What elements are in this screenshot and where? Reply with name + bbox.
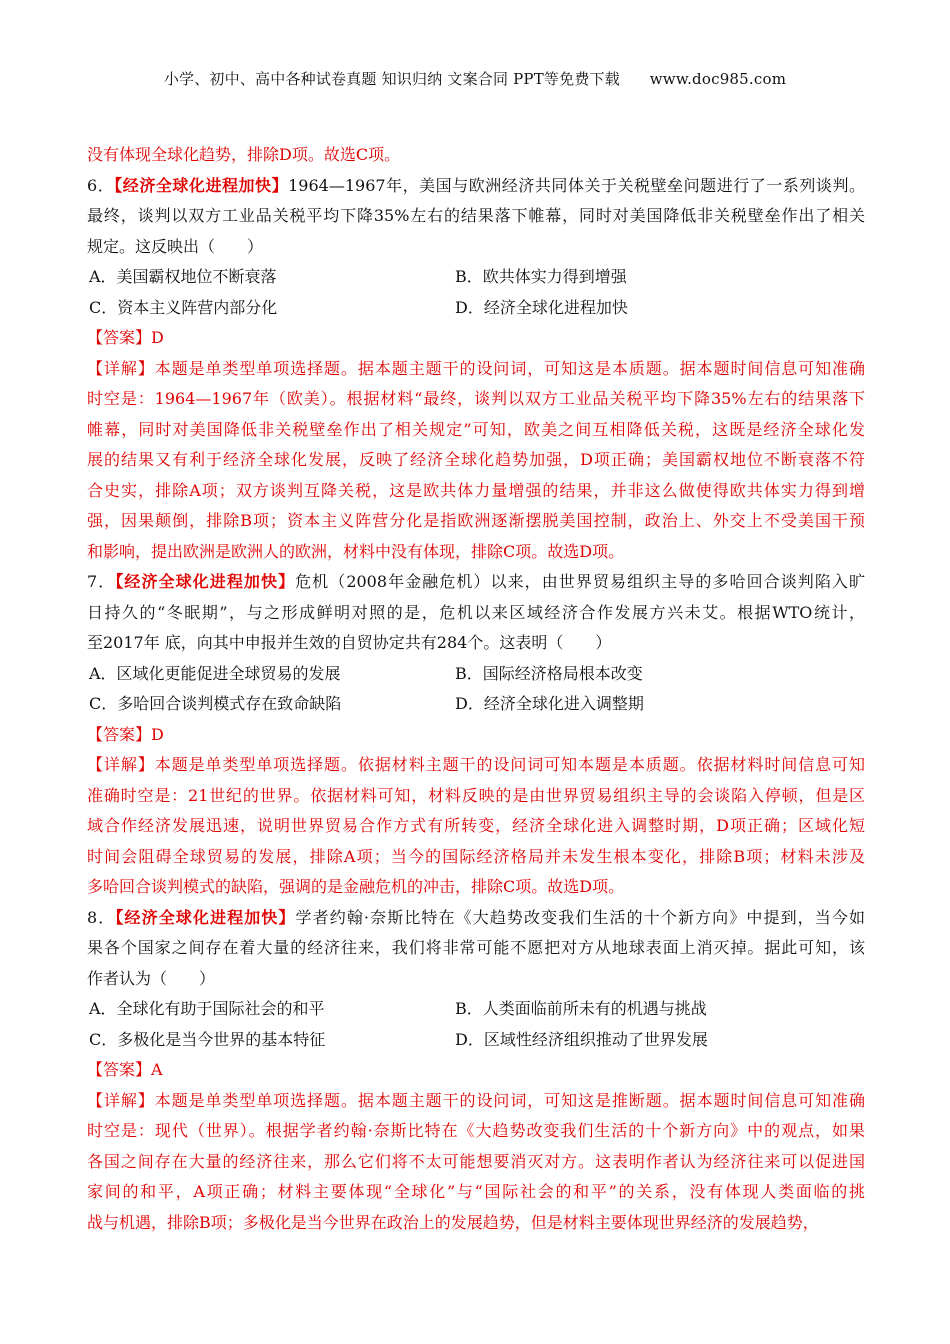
detail-line: 各国之间存在大量的经济往来，那么它们将不太可能想要消灭对方。这表明作者认为经济往来可以促进国: [87, 1151, 865, 1171]
detail-line: 时空是：1964—1967年（欧美）。根据材料“最终，谈判以双方工业品关税平均下降35%左右的结果落下: [87, 389, 865, 408]
question-topic-tag: 【经济全球化进程加快】: [115, 907, 296, 927]
detail-line: 帷幕，同时对美国降低非关税壁垒作出了相关规定”可知，欧美之间互相降低关税，这既是经济全球化发: [87, 419, 865, 439]
detail-line: 时空是：现代（世界）。根据学者约翰·奈斯比特在《大趋势改变我们生活的十个新方向》中的观点，如果: [87, 1121, 865, 1140]
question-stem-line: 作者认为（ ）: [87, 968, 216, 988]
option-c: C．多哈回合谈判模式存在致命缺陷: [89, 694, 342, 713]
question-stem-text: 1964—1967年，美国与欧洲经济共同体关于关税壁垒问题进行了一系列谈判。: [288, 175, 865, 195]
header-site-url: www.doc985.com: [649, 70, 787, 88]
question-number: 8．: [87, 907, 116, 927]
detail-line: 【详解】本题是单类型单项选择题。据本题主题干的设问词，可知这是推断题。据本题时间信息可知准确: [87, 1090, 865, 1110]
option-row: [87, 659, 865, 690]
detail-line: 域合作经济发展迅速，说明世界贸易合作方式有所转变，经济全球化进入调整时期，D项正确；区域化短: [87, 816, 865, 835]
option-c: C．资本主义阵营内部分化: [89, 297, 278, 317]
answer: 【答案】D: [87, 328, 164, 347]
carryover-explanation: 没有体现全球化趋势，排除D项。故选C项。: [87, 145, 401, 164]
detail-line: 准确时空是：21世纪的世界。依据材料可知，材料反映的是由世界贸易组织主导的会谈陷入停顿，但是区: [87, 785, 865, 805]
option-d: D．经济全球化进入调整期: [455, 694, 644, 713]
option-row: [87, 689, 865, 720]
detail-line: 【详解】本题是单类型单项选择题。据本题主题干的设问词，可知这是本质题。据本题时间信息可知准确: [87, 358, 865, 378]
question-8: [87, 903, 865, 1239]
option-row: [87, 262, 865, 293]
question-stem-line: [87, 171, 865, 202]
question-7: [87, 567, 865, 903]
question-stem-line: 果各个国家之间存在着大量的经济往来，我们将非常可能不愿把对方从地球表面上消灭掉。据此可知，该: [87, 938, 865, 957]
option-b: B．国际经济格局根本改变: [455, 663, 643, 683]
detail-line: 【详解】本题是单类型单项选择题。依据材料主题干的设问词可知本题是本质题。依据材料时间信息可知: [87, 755, 865, 774]
detail-line: 强，因果颠倒，排除B项；资本主义阵营分化是指欧洲逐渐摆脱美国控制，政治上、外交上不受美国干预: [87, 511, 865, 530]
detail-line: 和影响，提出欧洲是欧洲人的欧洲，材料中没有体现，排除C项。故选D项。: [87, 541, 625, 561]
question-topic-tag: 【经济全球化进程加快】: [114, 175, 289, 195]
option-row: [87, 994, 865, 1025]
option-b: B．人类面临前所未有的机遇与挑战: [455, 999, 707, 1018]
document-body: [87, 140, 865, 1238]
question-stem-line: [87, 903, 865, 934]
option-a: A．美国霸权地位不断衰落: [89, 267, 277, 286]
question-number: 6．: [87, 175, 115, 195]
option-b: B．欧共体实力得到增强: [455, 267, 627, 286]
detail-line: 时间会阻碍全球贸易的发展，排除A项；当今的国际经济格局并未发生根本变化，排除B项；材料未涉及: [87, 846, 865, 866]
detail-line: 展的结果又有利于经济全球化发展，反映了经济全球化趋势加强，D项正确；美国霸权地位不断衰落不符: [87, 450, 865, 469]
detail-line: 战与机遇，排除B项；多极化是当今世界在政治上的发展趋势，但是材料主要体现世界经济的发展趋势，: [87, 1212, 819, 1232]
answer: 【答案】A: [87, 1060, 163, 1079]
question-stem-line: 规定。这反映出（ ）: [87, 236, 264, 256]
option-c: C．多极化是当今世界的基本特征: [89, 1029, 326, 1049]
option-a: A．区域化更能促进全球贸易的发展: [89, 663, 341, 683]
header-site-description: 小学、初中、高中各种试卷真题 知识归纳 文案合同 PPT等免费下载: [163, 70, 620, 88]
question-stem-text: 危机（2008年金融危机）以来，由世界贸易组织主导的多哈回合谈判陷入旷: [295, 572, 865, 591]
detail-line: 多哈回合谈判模式的缺陷，强调的是金融危机的冲击，排除C项。故选D项。: [87, 877, 625, 896]
page-header: [0, 68, 950, 89]
detail-line: 合史实，排除A项；双方谈判互降关税，这是欧共体力量增强的结果，并非这么做使得欧共体实力得到增: [87, 480, 865, 500]
option-a: A．全球化有助于国际社会的和平: [89, 999, 325, 1018]
question-topic-tag: 【经济全球化进程加快】: [115, 572, 296, 591]
option-d: D．区域性经济组织推动了世界发展: [455, 1029, 708, 1049]
question-stem-text: 学者约翰·奈斯比特在《大趋势改变我们生活的十个新方向》中提到，当今如: [295, 907, 865, 927]
question-stem-line: [87, 567, 865, 598]
question-stem-line: 至2017年 底，向其中申报并生效的自贸协定共有284个。这表明（ ）: [87, 633, 612, 652]
answer: 【答案】D: [87, 724, 164, 744]
option-row: [87, 293, 865, 324]
question-number: 7．: [87, 572, 116, 591]
option-row: [87, 1025, 865, 1056]
option-d: D．经济全球化进程加快: [455, 297, 628, 317]
question-stem-line: 最终，谈判以双方工业品关税平均下降35%左右的结果落下帷幕，同时对美国降低非关税壁垒作出了相关: [87, 206, 865, 225]
question-stem-line: 日持久的“冬眠期”，与之形成鲜明对照的是，危机以来区域经济合作发展方兴未艾。根据WTO统计，: [87, 602, 865, 622]
detail-line: 家间的和平，A项正确；材料主要体现“全球化”与“国际社会的和平”的关系，没有体现人类面临的挑: [87, 1182, 865, 1201]
question-6: [87, 171, 865, 568]
